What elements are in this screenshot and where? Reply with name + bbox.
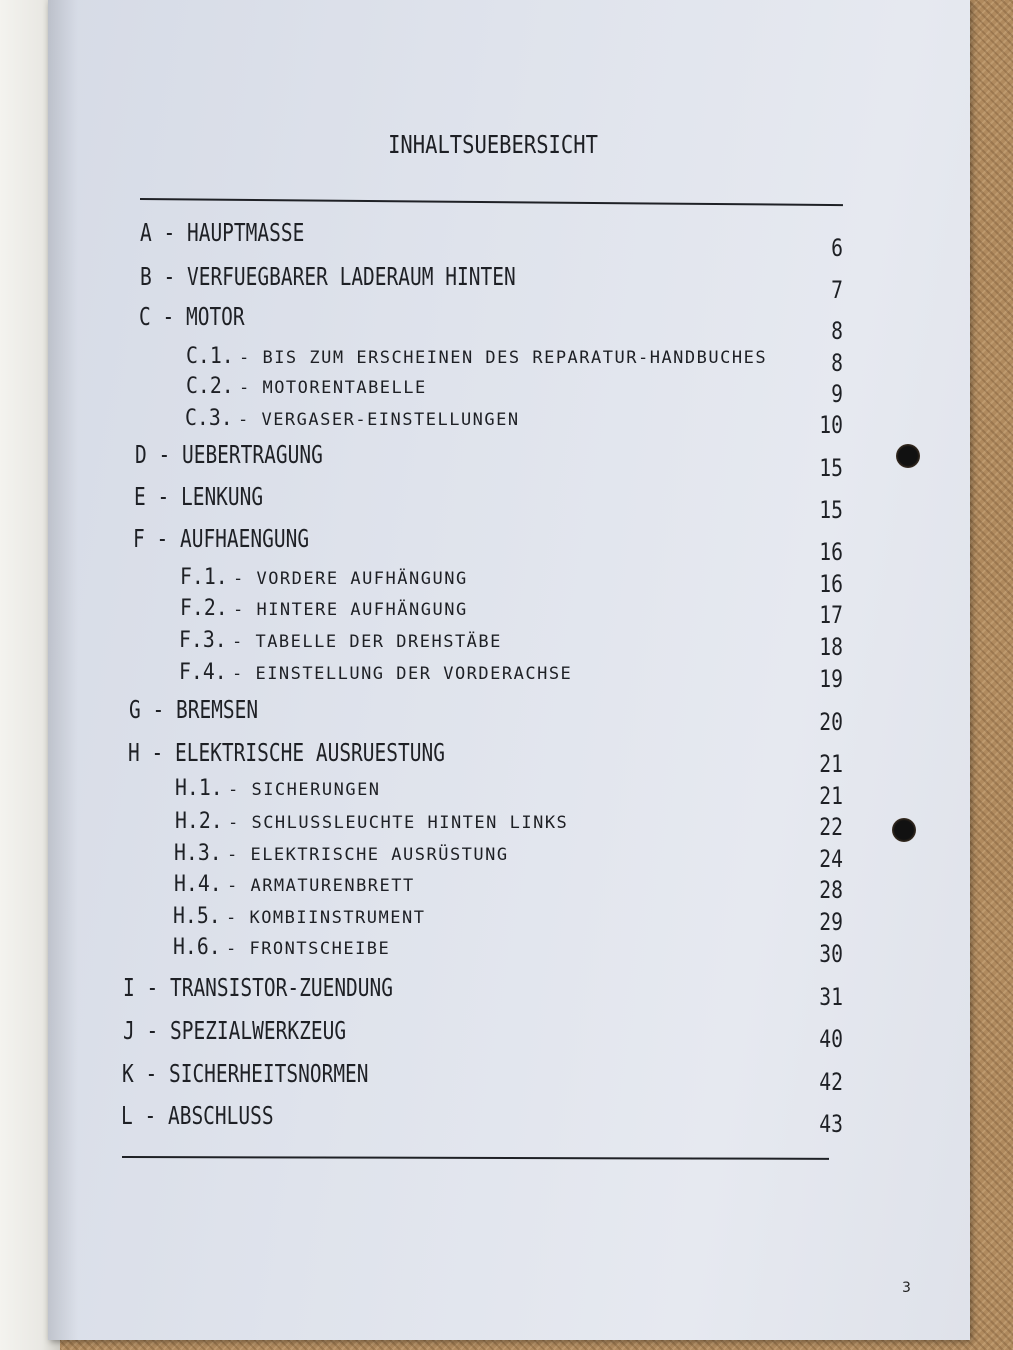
toc-page-number: 8: [831, 317, 843, 345]
toc-page-number: 16: [819, 538, 843, 566]
toc-page-number: 10: [819, 411, 843, 439]
toc-entry: I - TRANSISTOR-ZUENDUNG: [123, 973, 394, 1002]
toc-entry: J - SPEZIALWERKZEUG: [123, 1016, 347, 1045]
document-page: [48, 0, 970, 1340]
toc-page-number: 19: [819, 665, 843, 693]
toc-subentry: F.1.- VORDERE AUFHÄNGUNG: [180, 565, 468, 590]
bottom-divider: [122, 1156, 829, 1160]
toc-page-number: 6: [831, 234, 843, 262]
toc-subentry: H.2.- SCHLUSSLEUCHTE HINTEN LINKS: [175, 809, 569, 834]
toc-page-number: 21: [819, 750, 843, 778]
toc-entry: D - UEBERTRAGUNG: [135, 440, 323, 469]
toc-page-number: 9: [831, 380, 843, 408]
toc-subentry: H.3.- ELEKTRISCHE AUSRÜSTUNG: [174, 841, 509, 866]
toc-subentry: F.4.- EINSTELLUNG DER VORDERACHSE: [179, 660, 573, 685]
toc-entry: E - LENKUNG: [134, 482, 264, 511]
toc-page-number: 40: [819, 1025, 843, 1053]
toc-page-number: 22: [819, 813, 843, 841]
toc-entry: H - ELEKTRISCHE AUSRUESTUNG: [128, 738, 445, 767]
toc-page-number: 15: [819, 496, 843, 524]
toc-entry: B - VERFUEGBARER LADERAUM HINTEN: [140, 262, 516, 291]
toc-subentry: H.4.- ARMATURENBRETT: [174, 872, 415, 897]
toc-page-number: 24: [819, 845, 843, 873]
top-divider: [140, 198, 843, 206]
toc-subentry: F.2.- HINTERE AUFHÄNGUNG: [180, 596, 468, 621]
toc-subentry: C.1.- BIS ZUM ERSCHEINEN DES REPARATUR-HANDBUCHES: [186, 344, 768, 369]
toc-entry: L - ABSCHLUSS: [121, 1101, 274, 1130]
toc-entry: G - BREMSEN: [129, 695, 259, 724]
toc-page-number: 20: [819, 708, 843, 736]
punch-hole: [892, 818, 916, 842]
toc-subentry: C.3.- VERGASER-EINSTELLUNGEN: [185, 406, 520, 431]
toc-page-number: 28: [819, 876, 843, 904]
toc-subentry: H.6.- FRONTSCHEIBE: [173, 935, 391, 960]
toc-page-number: 30: [819, 940, 843, 968]
punch-hole: [896, 444, 920, 468]
toc-subentry: C.2.- MOTORENTABELLE: [186, 374, 427, 399]
page-number: 3: [902, 1280, 911, 1296]
toc-page-number: 21: [819, 782, 843, 810]
toc-subentry: H.1.- SICHERUNGEN: [175, 776, 381, 801]
toc-entry: F - AUFHAENGUNG: [133, 524, 310, 553]
toc-page-number: 18: [819, 633, 843, 661]
toc-entry: K - SICHERHEITSNORMEN: [122, 1059, 369, 1088]
toc-subentry: H.5.- KOMBIINSTRUMENT: [173, 904, 426, 929]
toc-page-number: 16: [819, 570, 843, 598]
toc-page-number: 17: [819, 601, 843, 629]
toc-page-number: 8: [831, 349, 843, 377]
toc-subentry: F.3.- TABELLE DER DREHSTÄBE: [179, 628, 502, 653]
toc-page-number: 15: [819, 454, 843, 482]
toc-page-number: 42: [819, 1068, 843, 1096]
toc-page-number: 7: [831, 276, 843, 304]
toc-entry: A - HAUPTMASSE: [140, 218, 305, 247]
page-title: INHALTSUEBERSICHT: [388, 130, 598, 159]
toc-page-number: 29: [819, 908, 843, 936]
toc-page-number: 43: [819, 1110, 843, 1138]
toc-page-number: 31: [819, 983, 843, 1011]
toc-entry: C - MOTOR: [139, 302, 245, 331]
